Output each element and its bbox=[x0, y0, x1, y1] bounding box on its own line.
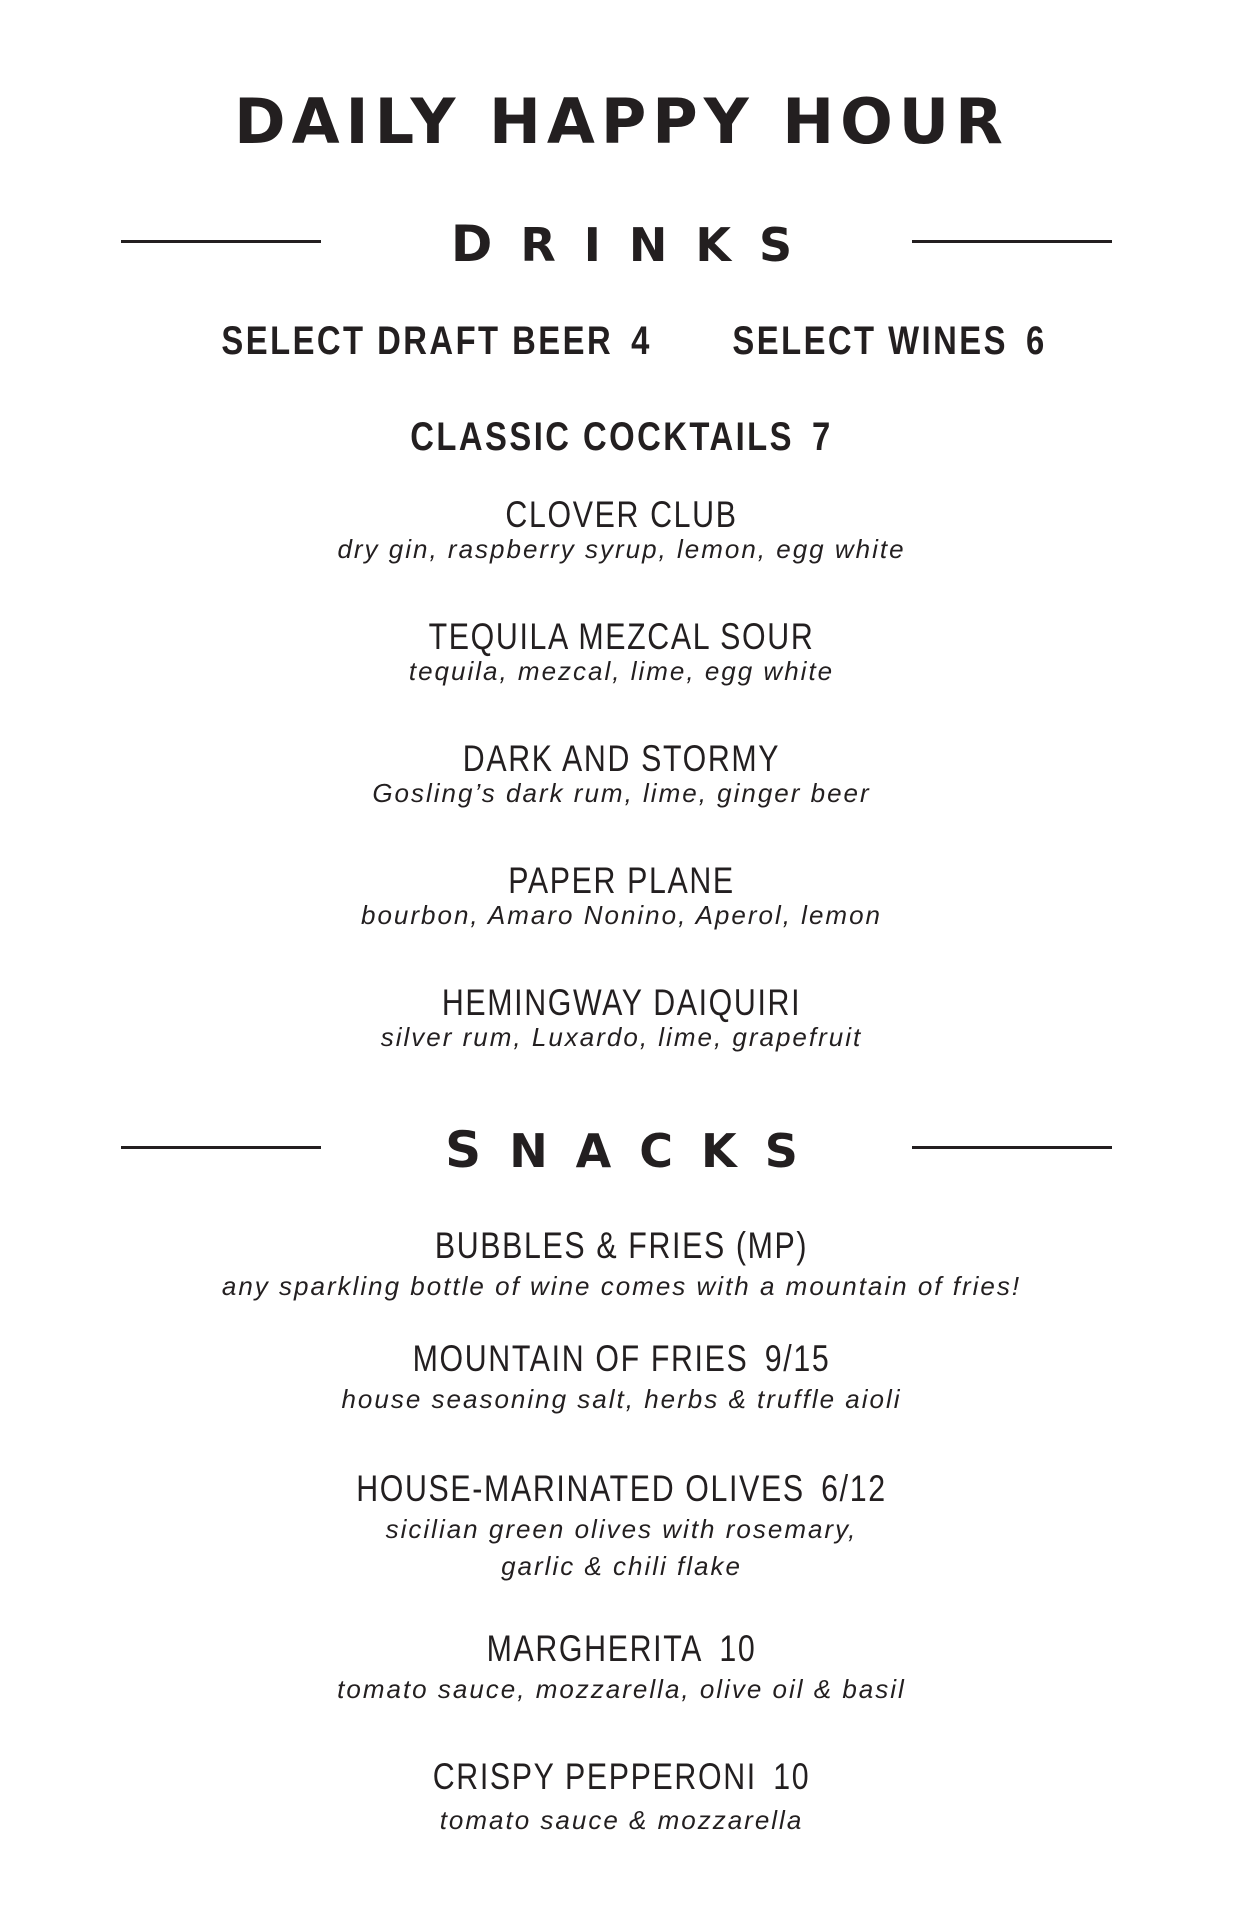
cocktail-desc: silver rum, Luxardo, lime, grapefruit bbox=[380, 1022, 863, 1052]
snacks-heading-initial: S bbox=[445, 1121, 510, 1179]
snack-desc-line-2: garlic & chili flake bbox=[501, 1551, 742, 1581]
snack-desc: any sparkling bottle of wine comes with a mountain of fries! bbox=[221, 1271, 1022, 1301]
wines-price: 6 bbox=[1025, 319, 1047, 363]
snacks-heading bbox=[0, 1120, 1243, 1181]
snack-desc: tomato sauce & mozzarella bbox=[439, 1805, 804, 1835]
snacks-heading-rest: NACKS bbox=[509, 1124, 826, 1178]
drinks-heading bbox=[0, 214, 1243, 275]
cocktail-name: HEMINGWAY DAIQUIRI bbox=[441, 982, 802, 1023]
classic-cocktails-heading bbox=[112, 412, 1131, 462]
draft-beer-name: SELECT DRAFT BEER bbox=[221, 319, 614, 363]
snack-name bbox=[112, 1468, 1131, 1510]
cocktail-name: PAPER PLANE bbox=[508, 860, 735, 901]
drinks-heading-initial: D bbox=[450, 215, 521, 273]
snack-name bbox=[112, 1225, 1131, 1267]
cocktail-name: TEQUILA MEZCAL SOUR bbox=[428, 616, 815, 657]
snack-price: 9/15 bbox=[764, 1338, 831, 1379]
snack-name-text: HOUSE-MARINATED OLIVES bbox=[356, 1468, 805, 1509]
cocktail-desc: tequila, mezcal, lime, egg white bbox=[408, 656, 835, 686]
cocktail-desc: dry gin, raspberry syrup, lemon, egg white bbox=[337, 534, 906, 564]
snack-price: 10 bbox=[773, 1756, 811, 1797]
snack-name bbox=[112, 1756, 1131, 1798]
snack-price: 6/12 bbox=[821, 1468, 887, 1509]
cocktail-desc: bourbon, Amaro Nonino, Aperol, lemon bbox=[361, 900, 882, 930]
cocktail-name: DARK AND STORMY bbox=[462, 738, 781, 779]
snack-desc: tomato sauce, mozzarella, olive oil & basil bbox=[337, 1674, 906, 1704]
snack-name-text: MOUNTAIN OF FRIES bbox=[412, 1338, 749, 1379]
snack-name bbox=[112, 1338, 1131, 1380]
snack-name-text: CRISPY PEPPERONI bbox=[432, 1756, 757, 1797]
snack-price: 10 bbox=[719, 1628, 757, 1669]
snack-desc: house seasoning salt, herbs & truffle aioli bbox=[341, 1384, 902, 1414]
snack-name-text: MARGHERITA bbox=[486, 1628, 704, 1669]
menu-title: DAILY HAPPY HOUR bbox=[234, 85, 1009, 158]
draft-beer-item bbox=[221, 316, 652, 366]
beer-wine-row bbox=[0, 316, 1243, 370]
snack-name-text: BUBBLES & FRIES (MP) bbox=[434, 1225, 809, 1266]
cocktail-desc: Gosling’s dark rum, lime, ginger beer bbox=[372, 778, 871, 808]
wines-item bbox=[732, 316, 1047, 366]
cocktail-name: CLOVER CLUB bbox=[505, 494, 738, 535]
classic-cocktails-price: 7 bbox=[812, 415, 833, 459]
drinks-heading-rest: RINKS bbox=[520, 218, 821, 272]
snack-name bbox=[112, 1628, 1131, 1670]
draft-beer-price: 4 bbox=[631, 319, 652, 363]
classic-cocktails-name: CLASSIC COCKTAILS bbox=[410, 415, 795, 459]
wines-name: SELECT WINES bbox=[732, 319, 1008, 363]
snack-desc: sicilian green olives with rosemary, bbox=[385, 1514, 858, 1544]
